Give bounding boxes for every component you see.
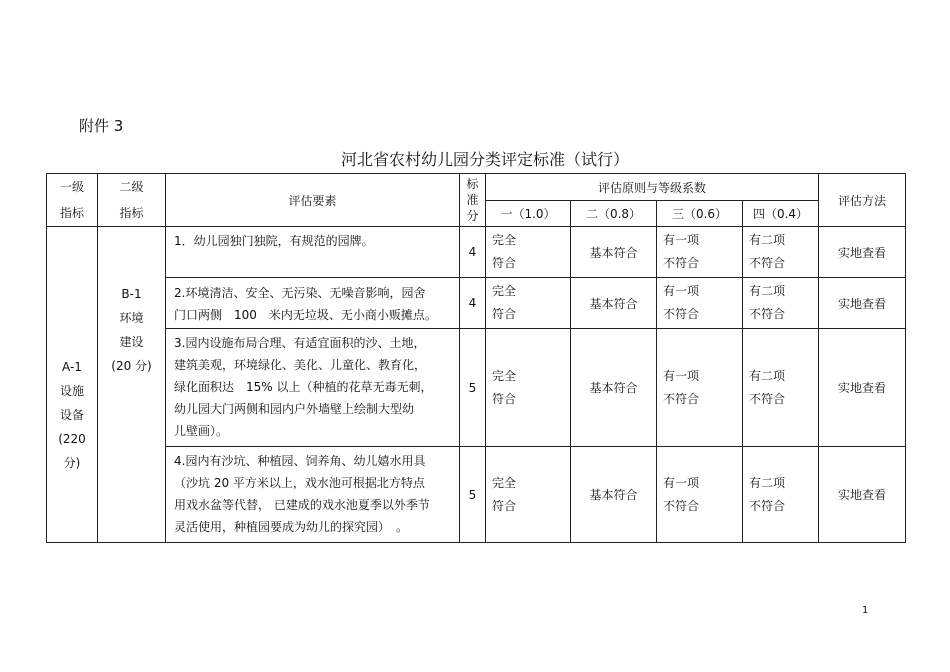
requirement-line: 门口两侧 100 米内无垃圾、无小商小贩摊点。 [174,307,437,322]
grade-4-line: 不符合 [749,391,786,406]
method-cell: 实地查看 [819,447,906,543]
grade-2-cell: 基本符合 [571,278,657,329]
grade-1-line: 完全 [492,233,517,247]
header-grade-3: 三（0.6） [657,201,743,227]
grade-3-line: 有一项 [663,233,700,247]
table-row [47,278,906,329]
requirement-line: （沙坑 20 平方米以上，戏水池可根据北方特点 [174,476,425,490]
grade-3-line: 不符合 [663,307,700,321]
grade-1-line: 完全 [492,368,517,383]
score-cell: 4 [460,227,486,278]
grade-2-cell: 基本符合 [571,447,657,543]
grade-3-line: 不符合 [663,498,700,513]
grade-4-cell [743,447,819,543]
header-score [460,174,486,227]
level2-line: B-1 [121,286,142,301]
table-row [47,227,906,278]
header-grade-1: 一（1.0） [486,201,571,227]
grade-4-line: 不符合 [749,498,786,513]
method-cell: 实地查看 [819,329,906,447]
grade-1-cell [486,447,571,543]
page-number: 1 [862,605,869,616]
header-score-char: 分 [466,209,479,223]
grade-3-line: 不符合 [663,256,700,270]
header-row-1 [47,174,906,201]
header-level2 [98,174,166,227]
header-level2-line: 指标 [119,206,144,220]
requirement-cell [166,329,460,447]
level1-indicator-cell [47,227,98,543]
grade-1-line: 符合 [492,498,517,513]
score-cell: 5 [460,329,486,447]
grade-3-line: 有一项 [663,368,700,383]
header-level1-line: 一级 [59,180,84,194]
grade-1-cell [486,329,571,447]
level1-line: 设备 [59,407,84,422]
grade-1-line: 完全 [492,284,517,298]
requirement-line: 儿壁画）。 [174,424,229,438]
level1-line: 设施 [59,383,84,398]
method-cell: 实地查看 [819,278,906,329]
grade-1-line: 符合 [492,307,517,321]
level1-line: (220 [58,431,86,446]
grade-1-line: 符合 [492,391,517,406]
score-cell: 5 [460,447,486,543]
header-level2-line: 二级 [119,180,144,194]
grade-4-cell [743,329,819,447]
requirement-line: 幼儿园大门两侧和园内户外墙壁上绘制大型幼 [174,402,415,416]
grade-1-cell [486,227,571,278]
requirement-cell [166,278,460,329]
level1-line: 分) [63,455,81,470]
grade-3-line: 不符合 [663,391,700,406]
evaluation-standard-table [46,173,906,543]
grade-1-cell [486,278,571,329]
grade-4-cell [743,278,819,329]
header-grading-principle: 评估原则与等级系数 [486,174,819,201]
header-grade-2: 二（0.8） [571,201,657,227]
requirement-line: 4.园内有沙坑、种植园、饲养角、幼儿嬉水用具 [174,454,426,468]
grade-4-cell [743,227,819,278]
grade-3-cell [657,329,743,447]
grade-3-line: 有一项 [663,475,700,490]
level1-line: A-1 [62,359,82,374]
requirement-line: 建筑美观，环境绿化、美化、儿童化、教育化， [174,358,427,372]
grade-3-cell [657,278,743,329]
method-cell: 实地查看 [819,227,906,278]
requirement-line: 3.园内设施布局合理、有适宜面积的沙、土地， [174,336,426,350]
level2-line: 环境 [119,310,144,325]
header-method: 评估方法 [819,174,906,227]
grade-4-line: 不符合 [749,307,786,321]
grade-1-line: 符合 [492,256,517,270]
table-row [47,329,906,447]
grade-2-cell: 基本符合 [571,329,657,447]
grade-4-line: 不符合 [749,256,786,270]
header-level1-line: 指标 [59,206,84,220]
grade-3-cell [657,447,743,543]
document-title: 河北省农村幼儿园分类评定标准（试行） [340,150,629,169]
requirement-line: 用戏水盆等代替， 已建成的戏水池夏季以外季节 [174,498,430,512]
table-row [47,447,906,543]
score-cell: 4 [460,278,486,329]
grade-4-line: 有二项 [749,475,786,490]
grade-3-cell [657,227,743,278]
level2-indicator-cell [98,227,166,543]
header-grade-4: 四（0.4） [743,201,819,227]
attachment-label: 附件 3 [79,117,124,135]
grade-2-cell: 基本符合 [571,227,657,278]
requirement-cell [166,227,460,278]
header-level1 [47,174,98,227]
grade-4-line: 有二项 [749,368,786,383]
requirement-line: 灵活使用，种植园要成为幼儿的探究园） 。 [174,520,409,534]
requirement-cell [166,447,460,543]
level2-line: (20 分) [111,358,152,373]
grade-4-line: 有二项 [749,233,786,247]
requirement-line: 绿化面积达 15% 以上（种植的花草无毒无刺， [174,380,433,394]
grade-3-line: 有一项 [663,284,700,298]
requirement-line: 1．幼儿园独门独院，有规范的园牌。 [174,234,374,248]
header-requirements: 评估要素 [166,174,460,227]
requirement-line: 2.环境清洁、安全、无污染、无噪音影响，园舍 [174,285,426,300]
header-score-char: 准 [466,193,479,207]
grade-1-line: 完全 [492,475,517,490]
level2-line: 建设 [119,334,144,349]
grade-4-line: 有二项 [749,284,786,298]
header-score-char: 标 [466,177,479,191]
